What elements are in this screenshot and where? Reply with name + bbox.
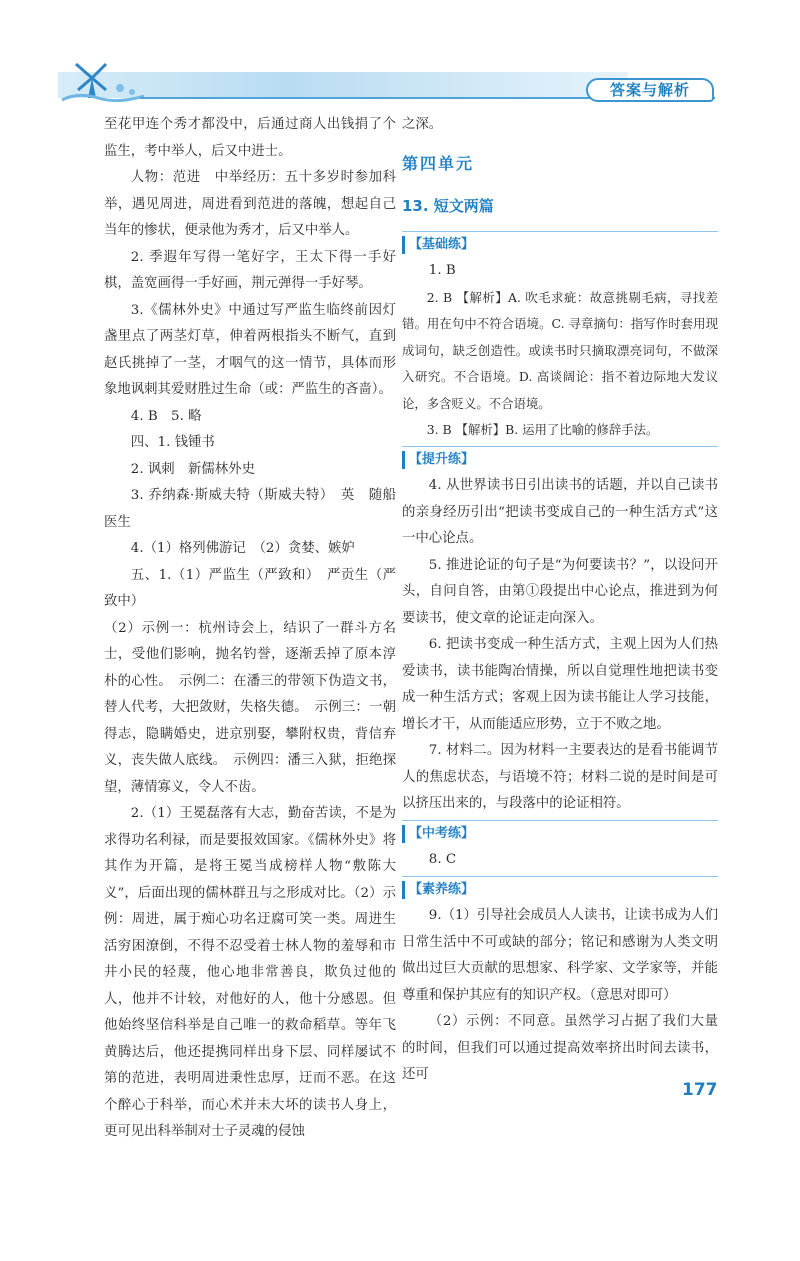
answer-item: 6. 把读书变成一种生活方式，主观上因为人们热爱读书，读书能陶冶情操，所以自觉理性地把读书变成一种生活方式；客观上因为读书能让人学习技能，增长才干，从而能适应形势，立于不败之地。 <box>402 637 718 732</box>
section-tag: 【基础练】 <box>402 236 478 254</box>
answer-item: 5. 推进论证的句子是“为何要读书？”，以设问开头，自问自答，由第①段提出中心论点，推进到为何要读书，使文章的论证走向深入。 <box>402 557 718 626</box>
answer-item: 7. 材料二。因为材料一主要表达的是看书能调节人的焦虑状态，与语境不符；材料二说的是时间是可以挤压出来的，与段落中的论证相符。 <box>402 743 718 811</box>
answer-paragraph: 4.（1）格列佛游记 （2）贪婪、嫉妒 <box>130 541 355 556</box>
exercise-section <box>402 231 718 444</box>
header-section-tab: 答案与解析 <box>586 78 714 102</box>
answer-paragraph: 至花甲连个秀才都没中，后通过商人出钱捐了个监生，考中举人，后又中进士。 <box>104 117 396 159</box>
section-tag: 【中考练】 <box>402 825 478 843</box>
section-tag: 【素养练】 <box>402 881 478 899</box>
answer-paragraph: 3. 乔纳森·斯威夫特（斯威夫特） 英 随船医生 <box>104 488 396 530</box>
answer-paragraph: 2. 讽刺 新儒林外史 <box>130 461 255 477</box>
page-number: 177 <box>682 1080 718 1100</box>
answer-paragraph: 2.（1）王冕磊落有大志，勤奋苦读，不是为求得功名利禄，而是要报效国家。《儒林外史》将其作为开篇，是将王冕当成榜样人物“敷陈大义”，后面出现的儒林群丑与之形成对比。（2）示例：周进，属于痴心功名迂腐可笑一类。周进生活穷困潦倒，不得不忍受着士林人物的羞辱和市井小民的轻蔑，他心地非常善良，欺负过他的人，他并不计较，对他好的人，他十分感恩。但他始终坚信科举是自己唯一的救命稻草。等年飞黄腾达后，他还提携同样出身下层、同样屡试不第的范进，表明周进秉性忠厚，迂而不恶。在这个醉心于科举，而心术并未大坏的读书人身上，更可见出科举制对士子灵魂的侵蚀 <box>104 806 396 1139</box>
answer-item: （2）示例：不同意。虽然学习占据了我们大量的时间，但我们可以通过提高效率挤出时间去读书，还可 <box>402 1014 718 1082</box>
section-tag: 【提升练】 <box>402 451 478 469</box>
right-column <box>402 112 718 1089</box>
answer-item: 4. 从世界读书日引出读书的话题，并以自己读书的亲身经历引出“把读书变成自己的一种生活方式”这一中心论点。 <box>402 478 718 546</box>
answer-paragraph: 2. 季遐年写得一笔好字，王太下得一手好棋，盖宽画得一手好画，荆元弹得一手好琴。 <box>104 249 396 291</box>
answer-paragraph: 人物：范进 中举经历：五十多岁时参加科举，遇见周进，周进看到范进的落魄，想起自己当年的惨状，便录他为秀才，后又中举人。 <box>104 170 396 238</box>
windmill-logo-icon <box>58 58 148 102</box>
answer-item: 2. B 【解析】A. 吹毛求疵：故意挑剔毛病，寻找差错。用在句中不符合语境。C. 寻章摘句：指写作时套用现成词句，缺乏创造性。或读书时只摘取漂亮词句，不做深入研究。不合语境。D. 高谈阔论：指不着边际地大发议论，多含贬义。不合语境。 <box>402 289 718 411</box>
answer-paragraph: 4. B 5. 略 <box>130 408 202 424</box>
exercise-section <box>402 820 718 874</box>
unit-title: 第四单元 <box>402 153 475 173</box>
exercise-section <box>402 876 718 1089</box>
answer-paragraph: （2）示例一：杭州诗会上，结识了一群斗方名士，受他们影响，抛名钓誉，逐渐丢掉了原本淳朴的心性。 示例二：在潘三的带领下伪造文书，替人代考，大把敛财，失格失德。 示例三：一朝得志，隐瞒婚史，进京别娶，攀附权贵，背信弃义，丧失做人底线。 示例四：潘三入狱，拒绝探望，薄情寡义，令人不齿。 <box>104 620 396 795</box>
lesson-title: 13. 短文两篇 <box>402 196 494 215</box>
left-column <box>104 112 396 1146</box>
answer-item: 9.（1）引导社会成员人人读书，让读书成为人们日常生活中不可或缺的部分；铭记和感谢为人类文明做出过巨大贡献的思想家、科学家、文学家等，并能尊重和保护其应有的知识产权。（意思对即可） <box>402 908 718 1003</box>
answer-paragraph: 3.《儒林外史》中通过写严监生临终前因灯盏里点了两茎灯草，伸着两根指头不断气，直到赵氏挑掉了一茎，才咽气的这一情节，具体而形象地讽刺其爱财胜过生命（或：严监生的吝啬）。 <box>104 302 396 397</box>
answer-paragraph: 五、1.（1）严监生（严致和） 严贡生（严致中） <box>104 567 396 609</box>
answer-item: 8. C <box>428 852 457 867</box>
continued-text: 之深。 <box>402 117 443 132</box>
answer-item: 1. B <box>428 263 456 278</box>
answer-sections <box>402 231 718 1089</box>
answer-paragraph: 四、1. 钱锺书 <box>130 435 215 450</box>
exercise-section <box>402 446 718 818</box>
answer-item: 3. B 【解析】B. 运用了比喻的修辞手法。 <box>426 422 659 437</box>
